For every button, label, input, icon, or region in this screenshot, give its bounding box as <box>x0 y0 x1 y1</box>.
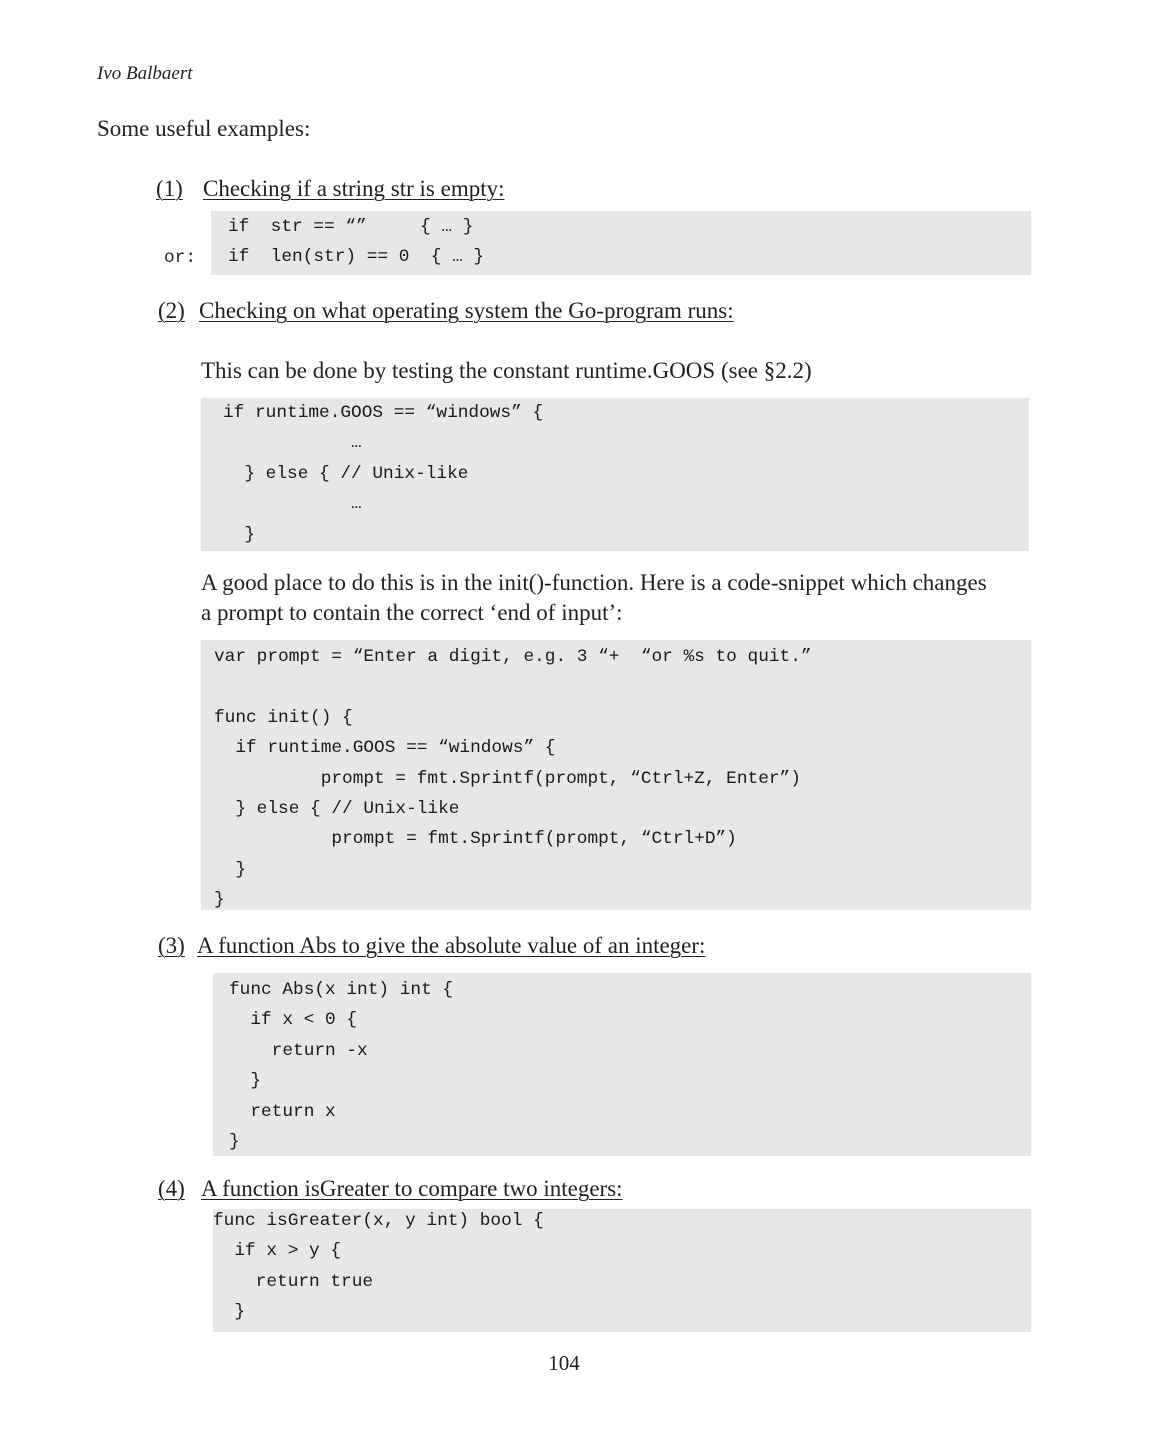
code-text: func isGreater(x, y int) bool { if x > y { return true } <box>213 1211 544 1323</box>
page-number: 104 <box>548 1351 580 1375</box>
running-header-author: Ivo Balbaert <box>97 63 193 84</box>
section-4-number: (4) <box>158 1176 185 1201</box>
section-2-paragraph-1: This can be done by testing the constant runtime.GOOS (see §2.2) <box>201 358 812 383</box>
code-block-abs-function <box>213 973 1031 1156</box>
section-1-number: (1) <box>156 176 183 201</box>
section-3-number: (3) <box>158 933 185 958</box>
code-block-empty-string <box>211 211 1031 275</box>
section-3-title: A function Abs to give the absolute value of an integer: <box>197 933 706 958</box>
code-block-goos-check <box>201 398 1029 551</box>
code-text: func Abs(x int) int { if x < 0 { return -x } return x } <box>229 980 454 1153</box>
section-2-paragraph-2-line-2: a prompt to contain the correct ‘end of input’: <box>201 600 623 625</box>
code-text: if runtime.GOOS == “windows” { … } else { // Unix-like … } <box>223 403 544 545</box>
section-2-number: (2) <box>158 298 185 323</box>
section-4-title: A function isGreater to compare two integers: <box>201 1176 623 1201</box>
code-text: var prompt = “Enter a digit, e.g. 3 “+ “or %s to quit.” func init() { if runtime.GOOS == “windows” { prompt = fmt.Sprintf(prompt, “Ctrl+Z, Enter”) } else { // Unix-like prompt = fmt.Sprintf(prompt, “Ctrl+D”) } } <box>214 647 812 911</box>
section-2-title: Checking on what operating system the Go-program runs: <box>199 298 734 323</box>
or-label: or: <box>164 248 197 268</box>
intro-text: Some useful examples: <box>97 116 311 141</box>
section-2-paragraph-2-line-1: A good place to do this is in the init()-function. Here is a code-snippet which changes <box>201 570 987 595</box>
section-1-title: Checking if a string str is empty: <box>203 176 505 201</box>
code-block-isgreater-function <box>213 1209 1031 1332</box>
code-text: if str == “” { … } if len(str) == 0 { … } <box>228 217 485 268</box>
code-block-init-function <box>201 640 1031 910</box>
